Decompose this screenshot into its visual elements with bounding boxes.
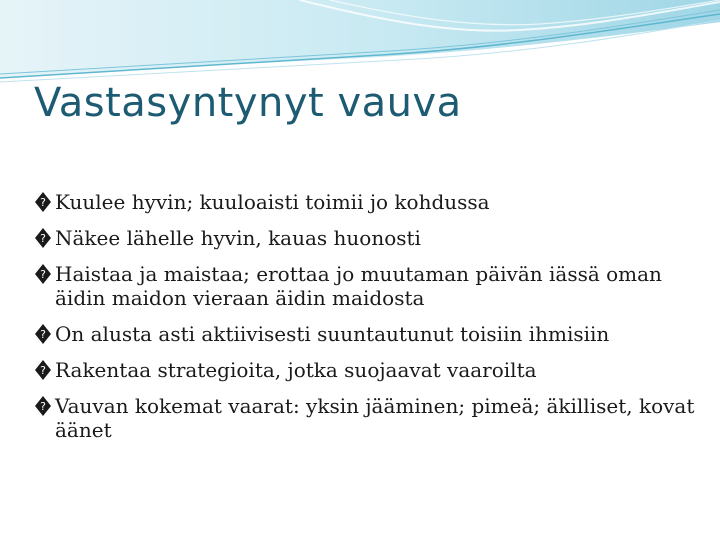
svg-text:?: ? (40, 328, 46, 341)
svg-text:?: ? (40, 400, 46, 413)
svg-text:?: ? (40, 196, 46, 209)
missing-glyph-icon (34, 191, 53, 213)
list-item (34, 358, 704, 382)
bullet-list (34, 190, 704, 454)
list-item (34, 226, 704, 250)
bullet-text: Haistaa ja maistaa; erottaa jo muutaman päivän iässä oman äidin maidon vieraan äidin maidosta (55, 262, 662, 310)
list-item (34, 190, 704, 214)
missing-glyph-icon (34, 395, 53, 417)
bullet-text: Näkee lähelle hyvin, kauas huonosti (55, 226, 421, 250)
svg-text:?: ? (40, 268, 46, 281)
missing-glyph-icon (34, 227, 53, 249)
missing-glyph-icon (34, 263, 53, 285)
svg-text:?: ? (40, 364, 46, 377)
slide-title: Vastasyntynyt vauva (34, 80, 462, 126)
missing-glyph-icon (34, 359, 53, 381)
bullet-text: Kuulee hyvin; kuuloaisti toimii jo kohdussa (55, 190, 490, 214)
bullet-text: Vauvan kokemat vaarat: yksin jääminen; pimeä; äkilliset, kovat äänet (55, 394, 695, 442)
missing-glyph-icon (34, 323, 53, 345)
list-item (34, 262, 704, 310)
svg-text:?: ? (40, 232, 46, 245)
bullet-text: On alusta asti aktiivisesti suuntautunut toisiin ihmisiin (55, 322, 610, 346)
bullet-text: Rakentaa strategioita, jotka suojaavat vaaroilta (55, 358, 537, 382)
header-wave-decoration (0, 0, 720, 90)
list-item (34, 394, 704, 442)
list-item (34, 322, 704, 346)
